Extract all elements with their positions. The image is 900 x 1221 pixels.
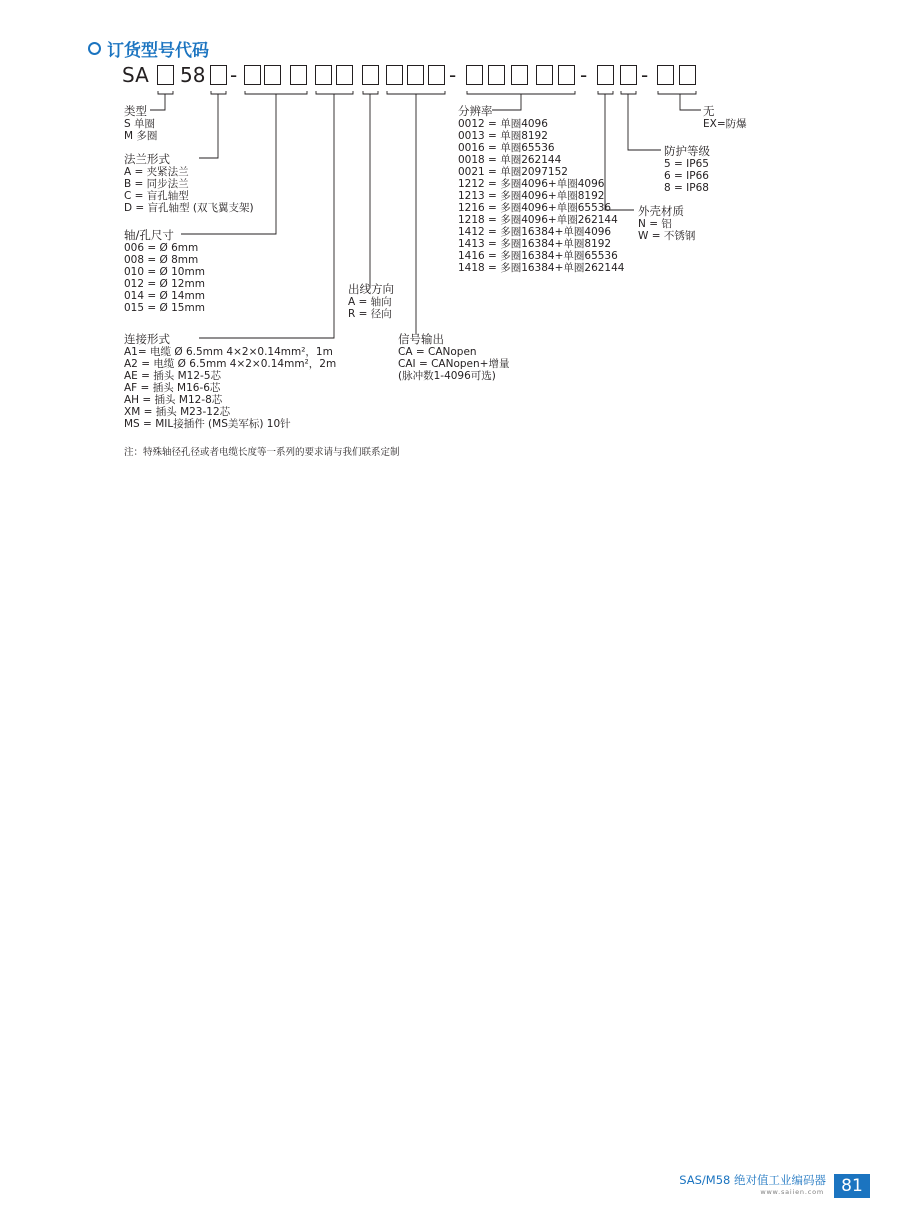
list-item: 1416 = 多圈16384+单圈65536 [458,250,618,262]
list-item: 0013 = 单圈8192 [458,130,548,142]
code-dash: - [230,63,238,87]
list-item: 8 = IP68 [664,182,709,194]
group-title: 出线方向 [348,282,394,296]
group-outlet [348,282,394,320]
list-item: A = 夹紧法兰 [124,166,189,178]
list-item: D = 盲孔轴型 (双飞翼支架) [124,202,254,214]
code-dash: - [641,63,649,87]
list-item: EX=防爆 [703,118,747,130]
group-flange [124,152,254,214]
list-item: M 多圈 [124,130,158,142]
list-item: S 单圈 [124,118,156,130]
group-explosion [703,104,747,130]
list-item: AH = 插头 M12-8芯 [124,394,223,406]
group-protection [664,144,710,194]
list-item: 010 = Ø 10mm [124,266,205,278]
list-item: AF = 插头 M16-6芯 [124,382,221,394]
list-item: (脉冲数1-4096可选) [398,370,496,382]
list-item: 1413 = 多圈16384+单圈8192 [458,238,612,250]
list-item: 012 = Ø 12mm [124,278,205,290]
code-mid: 58 [180,63,206,87]
group-type [124,104,157,142]
list-item: W = 不锈钢 [638,230,696,242]
group-connection [124,332,336,430]
group-title: 防护等级 [664,144,710,158]
footer-url: www.saiien.com [760,1188,824,1196]
list-item: MS = MIL接插件 (MS美军标) 10针 [124,418,291,430]
group-title: 连接形式 [124,332,170,346]
group-title: 无 [703,104,715,118]
list-item: 0016 = 单圈65536 [458,142,555,154]
list-item: CA = CANopen [398,346,477,358]
list-item: 1216 = 多圈4096+单圈65536 [458,202,612,214]
list-item: N = 铝 [638,218,672,230]
list-item: 0021 = 单圈2097152 [458,166,568,178]
list-item: 1218 = 多圈4096+单圈262144 [458,214,618,226]
list-item: 006 = Ø 6mm [124,242,199,254]
group-resolution [458,104,624,274]
list-item: B = 同步法兰 [124,178,189,190]
list-item: 5 = IP65 [664,158,709,170]
list-item: XM = 插头 M23-12芯 [124,406,231,418]
group-title: 外壳材质 [638,204,684,218]
code-dash: - [580,63,588,87]
list-item: 0012 = 单圈4096 [458,118,548,130]
list-item: 1213 = 多圈4096+单圈8192 [458,190,605,202]
list-item: 014 = Ø 14mm [124,290,205,302]
list-item: 1418 = 多圈16384+单圈262144 [458,262,625,274]
list-item: 6 = IP66 [664,170,709,182]
group-title: 分辨率 [458,104,493,118]
group-shaft [124,228,205,314]
list-item: A1= 电缆 Ø 6.5mm 4×2×0.14mm²，1m [124,346,333,358]
list-item: 1212 = 多圈4096+单圈4096 [458,178,605,190]
list-item: C = 盲孔轴型 [124,190,189,202]
list-item: R = 径向 [348,308,392,320]
list-item: 008 = Ø 8mm [124,254,199,266]
list-item: A2 = 电缆 Ø 6.5mm 4×2×0.14mm²，2m [124,358,337,370]
group-title: 法兰形式 [124,152,170,166]
group-title: 类型 [124,104,147,118]
list-item: 015 = Ø 15mm [124,302,205,314]
page-number: 81 [834,1174,870,1198]
heading-text: 订货型号代码 [107,41,209,61]
list-item: A = 轴向 [348,296,392,308]
list-item: 1412 = 多圈16384+单圈4096 [458,226,612,238]
list-item: 0018 = 单圈262144 [458,154,562,166]
group-signal [398,332,509,382]
list-item: AE = 插头 M12-5芯 [124,370,222,382]
footer-title: SAS/M58 绝对值工业编码器 [679,1173,826,1187]
group-title: 轴/孔尺寸 [124,228,174,242]
code-prefix: SA [122,63,149,87]
list-item: CAI = CANopen+增量 [398,358,510,370]
group-housing [638,204,695,242]
footnote: 注：特殊轴径孔径或者电缆长度等一系列的要求请与我们联系定制 [124,447,400,458]
group-title: 信号输出 [398,332,444,346]
code-dash: - [449,63,457,87]
